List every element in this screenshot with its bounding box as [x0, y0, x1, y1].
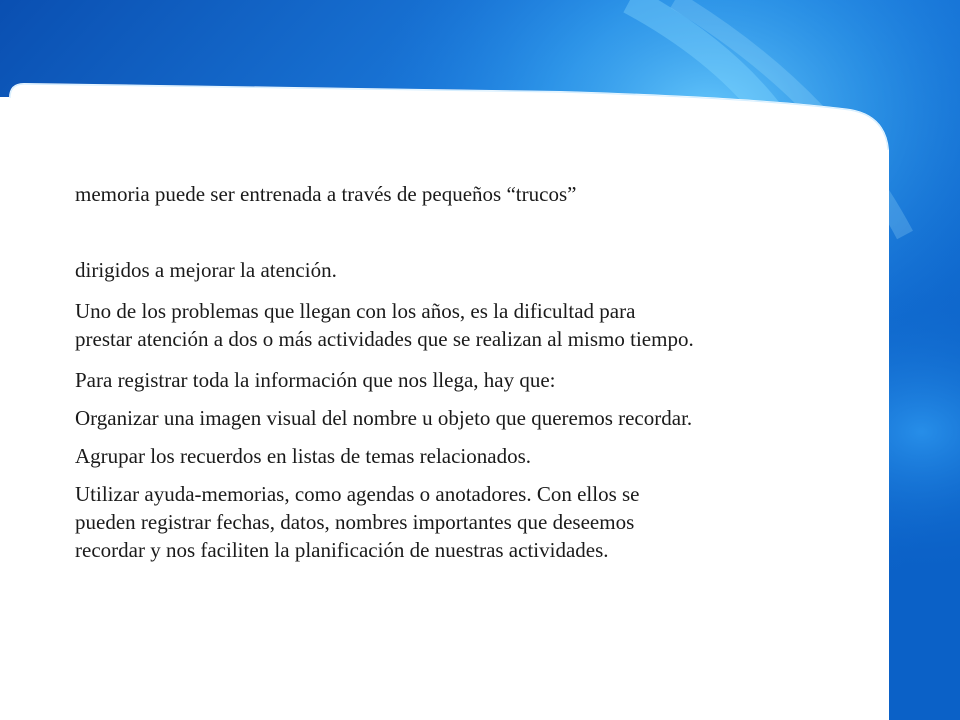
body-text-block — [75, 0, 890, 720]
paragraph-memory-aids: Utilizar ayuda-memorias, como agendas o anotadores. Con ellos se pueden registrar fechas, datos, nombres importantes que deseemos recordar y nos faciliten la planificación de nuestras actividades. — [75, 482, 640, 562]
paragraph-group-memories: Agrupar los recuerdos en listas de temas relacionados. — [75, 444, 532, 468]
paragraph-registration-intro: Para registrar toda la información que nos llega, hay que: — [75, 368, 556, 392]
paragraph-age-problems: Uno de los problemas que llegan con los años, es la dificultad para prestar atención a dos o más actividades que se realizan al mismo tiempo. — [75, 299, 694, 351]
paragraph-memory-training: memoria puede ser entrenada a través de pequeños “trucos” — [75, 182, 577, 206]
paragraph-visual-image: Organizar una imagen visual del nombre u objeto que queremos recordar. — [75, 406, 693, 430]
paragraph-attention: dirigidos a mejorar la atención. — [75, 258, 337, 282]
